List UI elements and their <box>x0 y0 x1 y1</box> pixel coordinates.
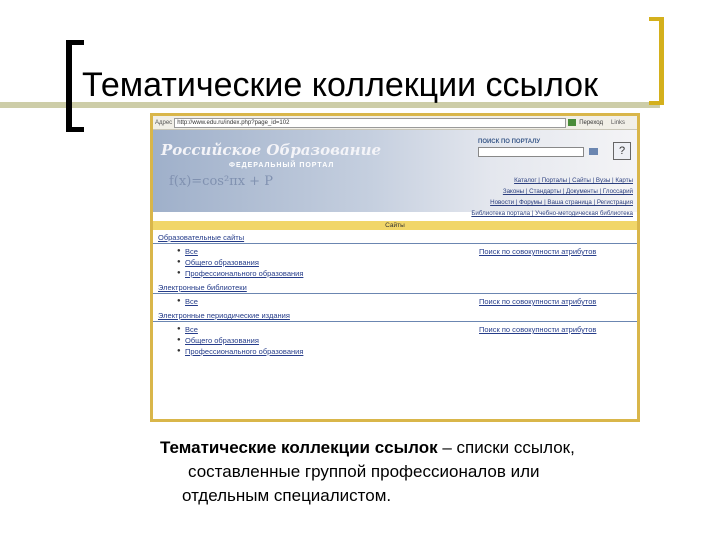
category-title[interactable]: Электронные библиотеки <box>153 283 637 294</box>
links-label[interactable]: Links <box>611 119 626 126</box>
list-item-link[interactable]: Профессионального образования <box>185 269 304 278</box>
list-item-link[interactable]: Профессионального образования <box>185 347 304 356</box>
bullet-icon: ● <box>177 326 181 332</box>
list-item <box>153 296 637 307</box>
slide-caption <box>160 436 575 508</box>
search-label: ПОИСК ПО ПОРТАЛУ <box>478 139 541 145</box>
bullet-icon: ● <box>177 259 181 265</box>
list-item-link[interactable]: Общего образования <box>185 258 259 267</box>
caption-term: Тематические коллекции ссылок <box>160 438 438 457</box>
section-title: Сайты <box>153 221 637 230</box>
help-button[interactable]: ? <box>613 142 631 160</box>
attribute-search-link[interactable]: Поиск по совокупности атрибутов <box>479 297 597 306</box>
slide-title: Тематические коллекции ссылок <box>82 66 598 104</box>
list-item-link[interactable]: Общего образования <box>185 336 259 345</box>
portal-logo[interactable]: Российское Образование <box>161 141 382 159</box>
attribute-search-link[interactable]: Поиск по совокупности атрибутов <box>479 247 597 256</box>
category-title[interactable]: Электронные периодические издания <box>153 311 637 322</box>
address-label: Адрес <box>155 119 173 126</box>
list-item <box>153 268 637 279</box>
bullet-icon: ● <box>177 348 181 354</box>
category-block <box>153 311 637 357</box>
list-item-link[interactable]: Все <box>185 297 198 306</box>
caption-line-2: составленные группой профессионалов или <box>188 462 540 481</box>
category-title[interactable]: Образовательные сайты <box>153 233 637 244</box>
caption-rest: – списки ссылок, <box>437 438 575 457</box>
category-block <box>153 233 637 279</box>
search-input[interactable] <box>478 147 584 157</box>
bullet-icon: ● <box>177 337 181 343</box>
browser-screenshot <box>150 113 640 422</box>
nav-line[interactable]: Каталог | Порталы | Сайты | Вузы | Карты <box>514 177 633 184</box>
go-arrow-icon[interactable] <box>568 119 576 126</box>
list-item-link[interactable]: Все <box>185 325 198 334</box>
list-item <box>153 324 637 335</box>
portal-nav <box>471 175 633 219</box>
bullet-icon: ● <box>177 298 181 304</box>
go-button[interactable]: Переход <box>579 119 604 126</box>
portal-subtitle: ФЕДЕРАЛЬНЫЙ ПОРТАЛ <box>229 162 335 169</box>
list-item-link[interactable]: Все <box>185 247 198 256</box>
bullet-icon: ● <box>177 270 181 276</box>
bullet-icon: ● <box>177 248 181 254</box>
nav-line[interactable]: Новости | Форумы | Ваша страница | Регистрация <box>490 199 633 206</box>
list-item <box>153 346 637 357</box>
nav-line[interactable]: Библиотека портала | Учебно-методическая библиотека <box>471 210 633 217</box>
banner-formula: f(x)=cos²πx + P <box>169 174 273 189</box>
caption-line-3: отдельным специалистом. <box>182 486 392 505</box>
url-input[interactable]: http://www.edu.ru/index.php?page_id=102 <box>174 118 566 128</box>
list-item <box>153 257 637 268</box>
attribute-search-link[interactable]: Поиск по совокупности атрибутов <box>479 325 597 334</box>
list-item <box>153 246 637 257</box>
categories-list <box>153 233 637 361</box>
portal-header <box>153 130 637 217</box>
address-bar <box>153 116 637 130</box>
search-go-icon[interactable] <box>589 148 598 155</box>
nav-line[interactable]: Законы | Стандарты | Документы | Глоссарий <box>502 188 633 195</box>
category-block <box>153 283 637 307</box>
list-item <box>153 335 637 346</box>
